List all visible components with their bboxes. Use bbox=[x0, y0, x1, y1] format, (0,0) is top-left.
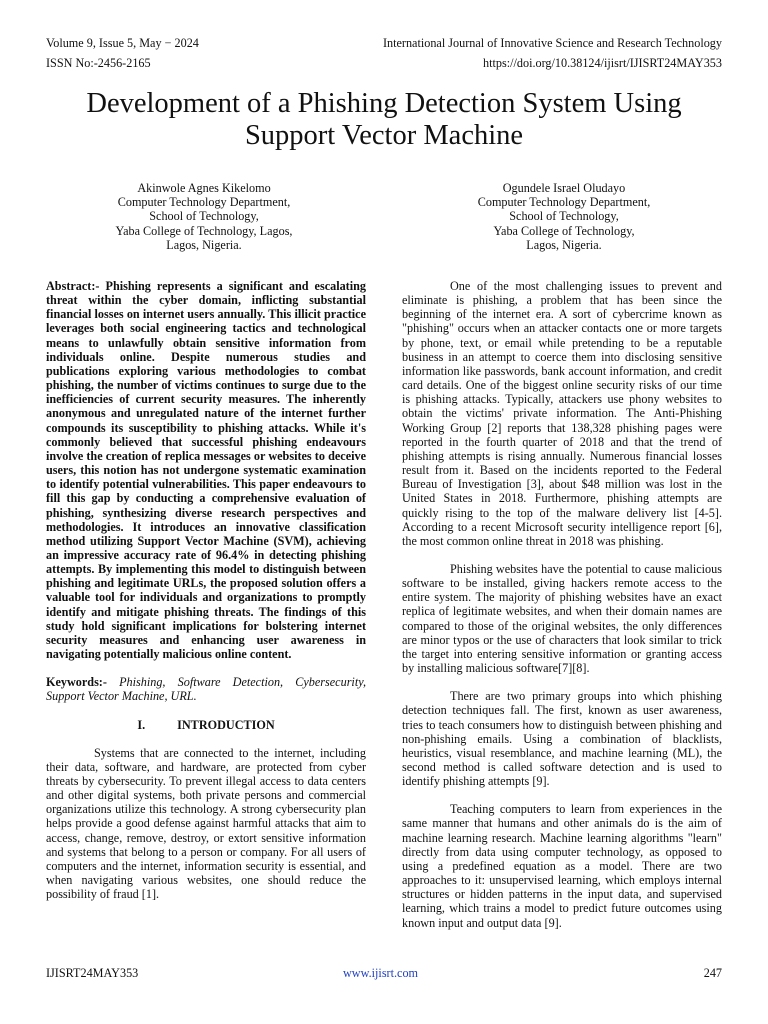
author-college: Yaba College of Technology, Lagos, bbox=[115, 223, 293, 238]
header-doi-link[interactable]: https://doi.org/10.38124/ijisrt/IJISRT24MAY353 bbox=[483, 56, 722, 70]
author-name: Akinwole Agnes Kikelomo bbox=[137, 181, 271, 195]
keywords-label: Keywords:- bbox=[46, 675, 107, 690]
author-location: Lagos, Nigeria. bbox=[166, 237, 242, 252]
section-heading bbox=[46, 718, 366, 732]
right-column bbox=[402, 279, 722, 930]
keywords-text: Phishing, Software Detection, Cybersecurity, Support Vector Machine, URL. bbox=[46, 675, 366, 704]
footer-page-number: 247 bbox=[703, 966, 722, 980]
author-block-2 bbox=[424, 181, 704, 252]
section-title: INTRODUCTION bbox=[177, 717, 275, 732]
body-paragraph-1: One of the most challenging issues to prevent and eliminate is phishing, a problem that has been since the beginning of the internet era. A sort of cybercrime known as "phishing" occurs when an attacker contacts one or more targets by phone, text, or email while pretending to be a reputable business in an attempt to coerce them into disclosing sensitive information like passwords, bank account information, and credit card details. One of the biggest online security risks of our time is phishing attacks. Typically, attackers use phony websites to obtain the victims' private information. The Anti-Phishing Working Group [2] reports that 138,328 phishing pages were reported in the fourth quarter of 2018 and that the trend of phishing attempts is rising annually. Numerous financial losses result from it. Based on the incidents reported to the Federal Bureau of Investigation [3], about $48 million was lost in the United States in 2018. Furthermore, phishing attempts are quickly rising to the top of the malware delivery list [4-5]. According to a recent Microsoft security intelligence report [6], the most common online threat in 2018 was phishing. bbox=[402, 279, 722, 548]
header-journal-name: International Journal of Innovative Science and Research Technology bbox=[382, 36, 722, 50]
author-department: Computer Technology Department, bbox=[117, 195, 291, 210]
author-block-1 bbox=[64, 181, 344, 252]
body-paragraph-3: There are two primary groups into which phishing detection techniques fall. The first, known as user awareness, tries to teach consumers how to distinguish between phishing and non-phishing emails. Using a combination of blacklists, heuristics, visual resemblance, and machine learning (ML), the second method is called software detection and is used to identify phishing attempts [9]. bbox=[402, 689, 722, 789]
author-college: Yaba College of Technology, bbox=[493, 223, 635, 238]
footer-website-link[interactable]: www.ijisrt.com bbox=[343, 966, 419, 980]
abstract-text: Phishing represents a significant and escalating threat within the cyber domain, inflicting substantial financial losses on internet users annually. This illicit practice leverages both social engineering tactics and technological means to unlawfully obtain sensitive information from individuals online. Despite numerous studies and publications exploring various methodologies to combat phishing, the number of victims continues to surge due to the inefficiencies of current security measures. The inherently anonymous and unregulated nature of the internet further compounds its susceptibility to phishing attacks. While it's commonly believed that successful phishing endeavours involve the creation of replica messages or websites to deceive users, this notion has not undergone systematic examination to identify potential vulnerabilities. This paper endeavours to fill this gap by conducting a comprehensive evaluation of phishing, synthesizing diverse research perspectives and methodologies. It introduces an innovative classification method utilizing Support Vector Machine (SVM), achieving an impressive accuracy rate of 96.4% in detecting phishing attempts. By implementing this model to distinguish between phishing and legitimate URLs, the proposed solution offers a valuable tool for individuals and organizations to promptly identify and mitigate phishing threats. The findings of this study hold significant implications for bolstering internet security measures and enhancing user awareness in navigating potentially malicious online content. bbox=[46, 279, 367, 662]
body-paragraph-2: Phishing websites have the potential to cause malicious software to be installed, giving hackers remote access to the entire system. The majority of phishing websites have an exact replica of legitimate websites, and when their domain names are compared to those of the original websites, the only differences are minor typos or the use of characters that look similar to trick the target into entering sensitive information or granting access by installing malicious software[7][8]. bbox=[402, 561, 722, 676]
abstract-label: Abstract:- bbox=[46, 279, 100, 293]
paper-title: Development of a Phishing Detection System Using Support Vector Machine bbox=[86, 88, 682, 151]
section-number: I. bbox=[137, 717, 146, 732]
header-issn: ISSN No:-2456-2165 bbox=[46, 56, 151, 70]
abstract bbox=[46, 279, 366, 661]
author-school: School of Technology, bbox=[509, 209, 619, 224]
intro-paragraph: Systems that are connected to the internet, including their data, software, and hardware, are protected from cyber threats by cybersecurity. To prevent illegal access to data centers and other digital systems, both private persons and commercial organizations utilize this technology. A strong cybersecurity plan helps provide a good defense against harmful attacks that aim to access, change, remove, destroy, or extort sensitive information and systems that belong to a person or company. For all users of computers and the internet, information security is essential, and when navigating various websites, one should reduce the possibility of fraud [1]. bbox=[46, 745, 366, 902]
header-volume: Volume 9, Issue 5, May − 2024 bbox=[46, 36, 199, 50]
left-column bbox=[46, 279, 366, 901]
author-department: Computer Technology Department, bbox=[477, 195, 651, 210]
body-paragraph-4: Teaching computers to learn from experiences in the same manner that humans and other animals do is the aim of machine learning research. Machine learning algorithms "learn" directly from data using computer technology, as opposed to using a predefined equation as a model. There are two approaches to it: unsupervised learning, which employs internal structures or hidden patterns in the input data, and supervised learning, which trains a model to predict future outcomes using known input and output data [9]. bbox=[402, 802, 722, 930]
footer-paper-id: IJISRT24MAY353 bbox=[46, 966, 139, 980]
author-location: Lagos, Nigeria. bbox=[526, 237, 602, 252]
keywords bbox=[46, 675, 366, 703]
author-school: School of Technology, bbox=[149, 209, 259, 224]
author-name: Ogundele Israel Oludayo bbox=[502, 181, 626, 195]
